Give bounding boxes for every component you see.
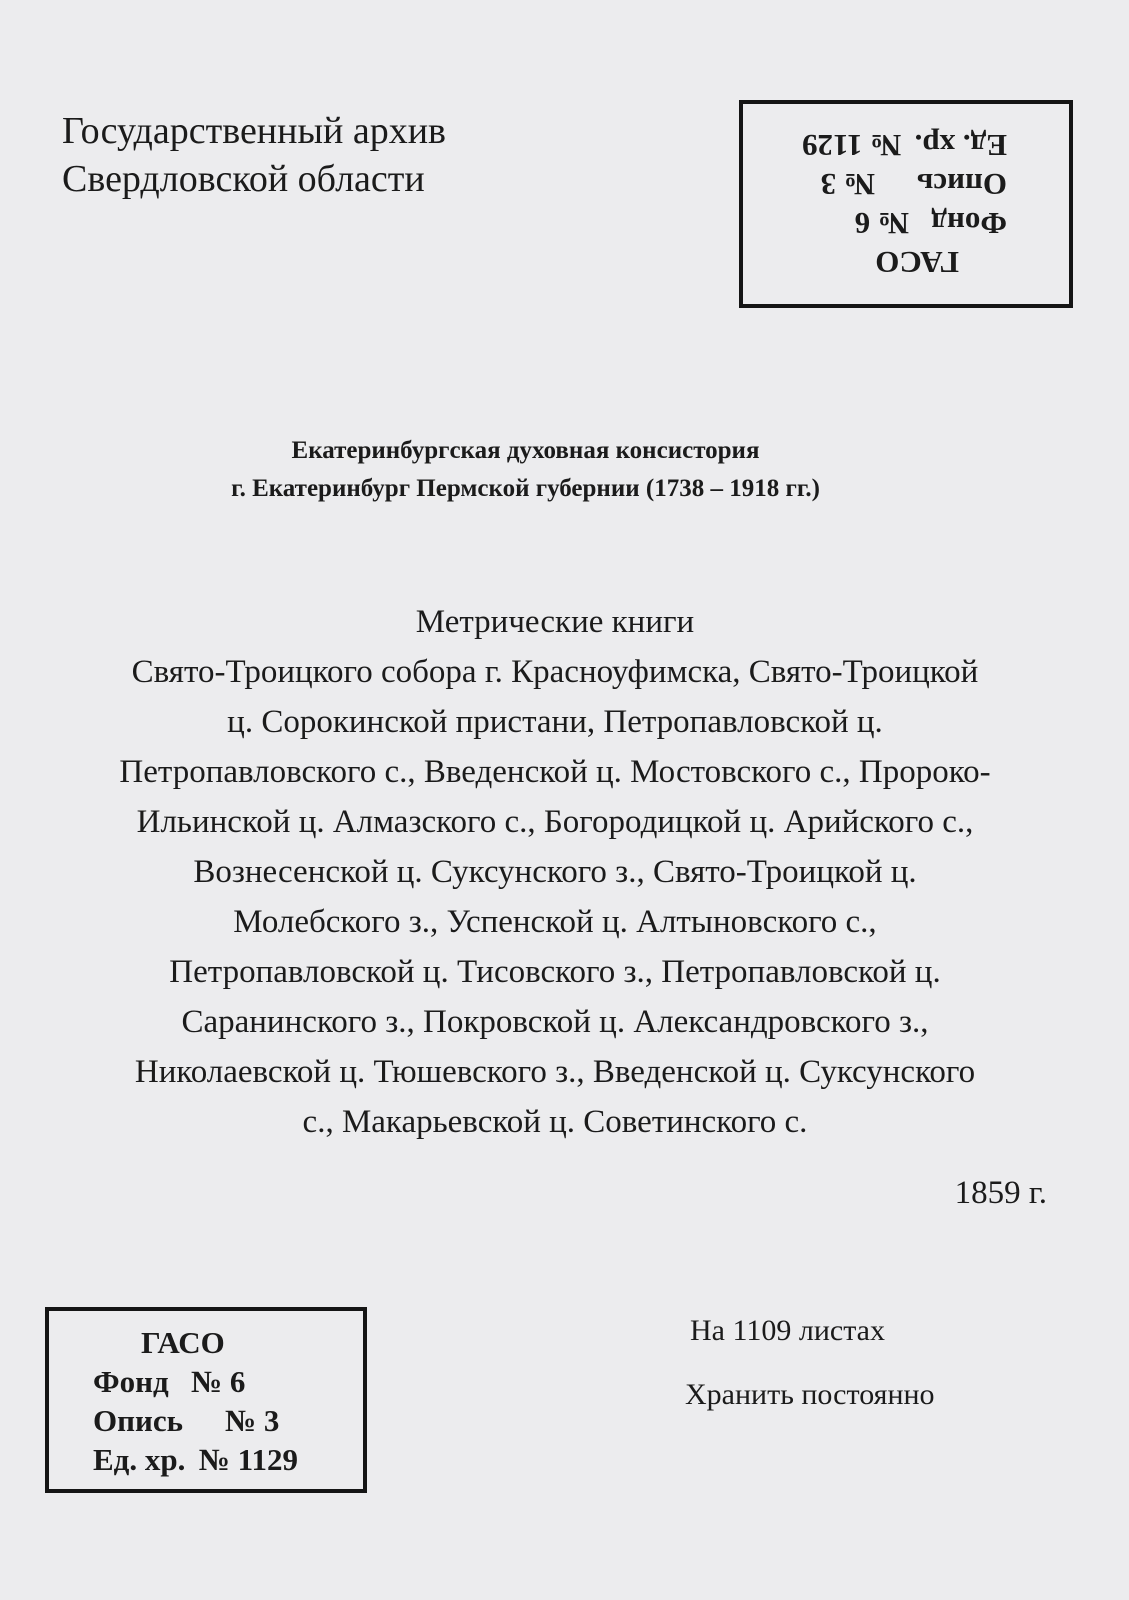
description-line: Петропавловского с., Введенской ц. Мостовского с., Пророко- bbox=[119, 754, 991, 790]
stamp-bottom-opis-label: Опись bbox=[93, 1403, 183, 1438]
stamp-top-title: ГАСО bbox=[875, 245, 959, 280]
description-line: Петропавловской ц. Тисовского з., Петропавловской ц. bbox=[169, 954, 941, 990]
stamp-bottom-fond-label: Фонд bbox=[93, 1364, 169, 1399]
consistory-line-2: г. Екатеринбург Пермской губернии (1738 – 1918 гг.) bbox=[231, 475, 820, 502]
year: 1859 г. bbox=[954, 1175, 1047, 1211]
consistory-line-1: Екатеринбургская духовная консистория bbox=[291, 437, 760, 464]
stamp-bottom-fond bbox=[93, 1362, 363, 1401]
archive-name bbox=[62, 107, 446, 203]
stamp-bottom-ed-label: Ед. хр. bbox=[93, 1442, 186, 1477]
stamp-top-fond bbox=[743, 204, 1007, 243]
description-line: Саранинского з., Покровской ц. Александровского з., bbox=[181, 1004, 929, 1040]
stamp-bottom-ed-number: № 1129 bbox=[198, 1442, 298, 1477]
description-line: Ильинской ц. Алмазского с., Богородицкой ц. Арийского с., bbox=[136, 804, 974, 840]
description-line: с., Макарьевской ц. Советинского с. bbox=[302, 1104, 808, 1140]
stamp-top-ed-number: № 1129 bbox=[802, 128, 902, 163]
stamp-top-ed bbox=[743, 126, 1007, 165]
stamp-top-opis bbox=[743, 165, 1007, 204]
stamp-bottom-title: ГАСО bbox=[141, 1325, 225, 1360]
stamp-top-opis-label: Опись bbox=[917, 167, 1007, 202]
description-line: Свято-Троицкого собора г. Красноуфимска, Свято-Троицкой bbox=[131, 654, 979, 690]
archive-name-line-2: Свердловской области bbox=[62, 158, 425, 200]
stamp-bottom-opis-number: № 3 bbox=[225, 1403, 280, 1438]
archive-name-line-1: Государственный архив bbox=[62, 110, 446, 152]
description-line: Молебского з., Успенской ц. Алтыновского с., bbox=[233, 904, 877, 940]
stamp-top-opis-number: № 3 bbox=[820, 167, 875, 202]
description-line: Метрические книги bbox=[415, 604, 695, 640]
archive-stamp-top-inverted bbox=[739, 100, 1073, 308]
stamp-bottom-opis bbox=[93, 1401, 363, 1440]
archive-stamp-bottom bbox=[45, 1307, 367, 1493]
stamp-top-fond-label: Фонд bbox=[931, 206, 1007, 241]
sheets-count: На 1109 листах bbox=[690, 1314, 885, 1347]
storage-term: Хранить постоянно bbox=[685, 1378, 935, 1411]
stamp-top-fond-number: № 6 bbox=[854, 206, 909, 241]
consistory-heading bbox=[0, 432, 1051, 508]
description-line: Николаевской ц. Тюшевского з., Введенской ц. Суксунского bbox=[134, 1054, 976, 1090]
description-line: ц. Сорокинской пристани, Петропавловской ц. bbox=[227, 704, 883, 740]
description-line: Вознесенской ц. Суксунского з., Свято-Троицкой ц. bbox=[193, 854, 917, 890]
stamp-bottom-fond-number: № 6 bbox=[191, 1364, 246, 1399]
stamp-bottom-ed bbox=[93, 1440, 363, 1479]
stamp-top-ed-label: Ед. хр. bbox=[914, 128, 1007, 163]
metric-books-description bbox=[40, 597, 1070, 1147]
